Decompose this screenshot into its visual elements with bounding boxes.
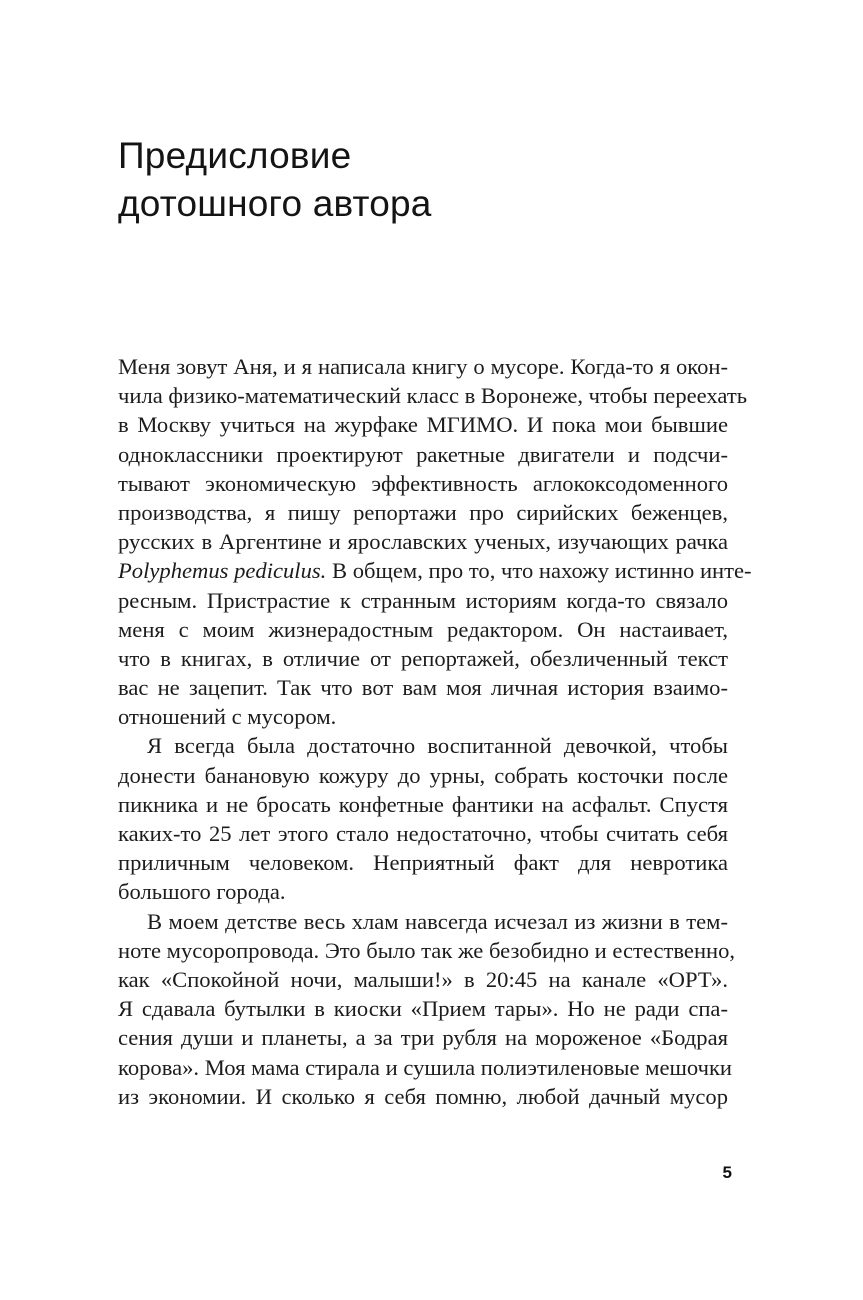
text-line: чила физико-математический класс в Воронеже, чтобы переехать [118,383,748,409]
text-line: пикника и не бросать конфетные фантики на асфальт. Спустя [118,791,728,817]
text-line: Меня зовут Аня, и я написала книгу о мусоре. Когда-то я окон- [118,354,728,379]
text-line: корова». Моя мама стирала и сушила полиэтиленовые мешочки [118,1054,733,1080]
species-name-italic: Polyphemus pediculus. [118,558,327,584]
paragraph-3 [118,907,736,1111]
text-line: в Москву учиться на журфаке МГИМО. И пока мои бывшие [118,412,728,438]
text-line: каких-то 25 лет этого стало недостаточно, чтобы считать себя [118,821,728,846]
text-line: Я сдавала бутылки в киоски «Прием тары». Но не ради спа- [118,996,728,1022]
body-text [118,352,752,1111]
text-line: донести банановую кожуру до урны, собрать косточки после [118,762,728,788]
text-line: тывают экономическую эффективность аглококсодоменного [118,470,728,496]
text-line: меня с моим жизнерадостным редактором. Он настаивает, [118,616,728,642]
text-line: ноте мусоропровода. Это было так же безобидно и естественно, [118,937,736,963]
text-line-with-italic [118,556,752,585]
text-line: вас не зацепит. Так что вот вам моя личная история взаимо- [118,675,728,701]
chapter-title-line-2: дотошного автора [118,183,432,224]
text-line: производства, я пишу репортажи про сирийских беженцев, [118,499,728,525]
text-line: русских в Аргентине и ярославских ученых, изучающих рачка [118,529,728,555]
text-line: ресным. Пристрастие к странным историям когда-то связало [118,587,728,613]
text-line: Я всегда была достаточно воспитанной девочкой, чтобы [147,733,728,759]
text-line: отношений с мусором. [118,704,337,730]
text-line: одноклассники проектируют ракетные двигатели и подсчи- [118,441,728,467]
chapter-title-line-1: Предисловие [118,135,352,176]
text-line: большого города. [118,879,286,905]
text-line: как «Спокойной ночи, малыши!» в 20:45 на канале «ОРТ». [118,966,728,992]
chapter-title [118,132,758,228]
paragraph-2 [118,731,728,906]
text-line: сения души и планеты, а за три рубля на мороженое «Бодрая [118,1025,728,1051]
text-line: приличным человеком. Неприятный факт для невротика [118,850,728,876]
page-number: 5 [722,1163,732,1182]
text-line: В моем детстве весь хлам навсегда исчезал из жизни в тем- [147,908,728,934]
text-line: что в книгах, в отличие от репортажей, обезличенный текст [118,645,728,671]
text-line-rest: В общем, про то, что нахожу истинно инте- [326,558,752,584]
paragraph-1 [118,352,752,731]
text-line: из экономии. И сколько я себя помню, любой дачный мусор [118,1083,728,1109]
